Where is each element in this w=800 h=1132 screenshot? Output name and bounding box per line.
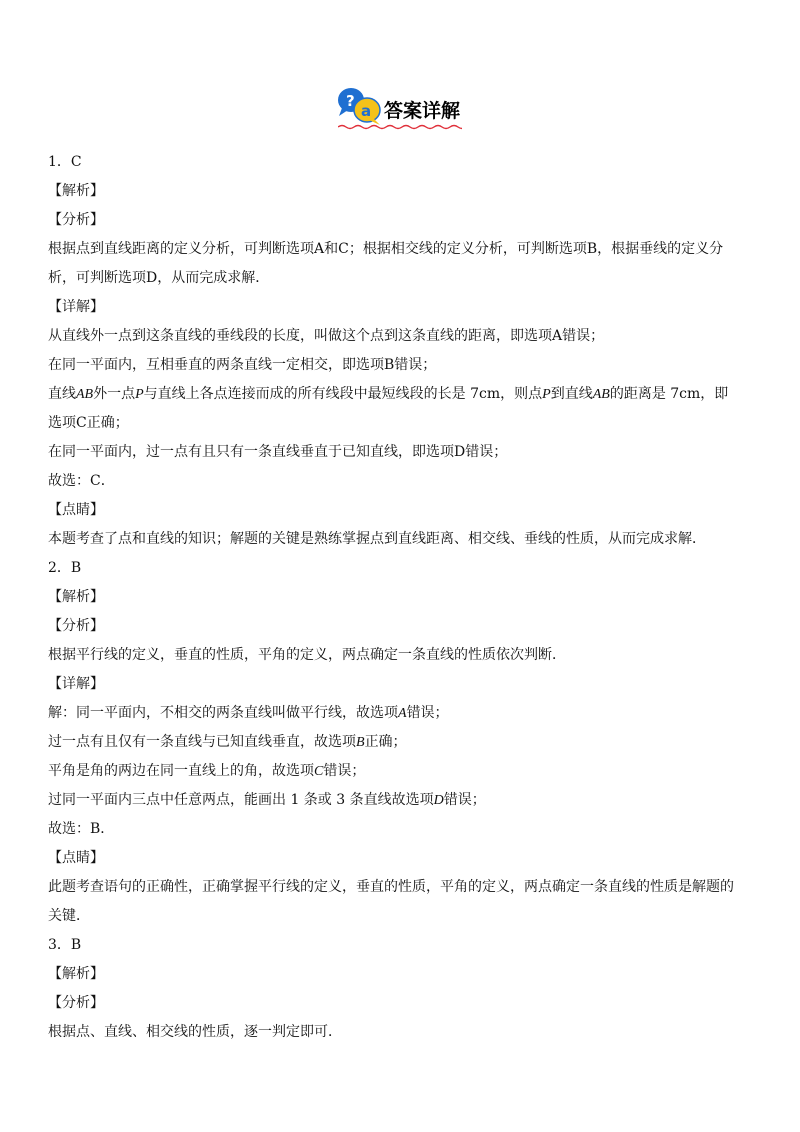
q1-detail-line6: 故选：C． [48, 473, 115, 489]
q1-dianjing-line1: 本题考查了点和直线的知识；解题的关键是熟练掌握点到直线距离、相交线、垂线的性质，从而完成求解． [48, 531, 706, 547]
math-ab: AB [592, 387, 610, 402]
q2-detail-line1 [48, 699, 768, 728]
q2-detail-line3 [48, 757, 768, 786]
q2-fenxi-heading: 【分析】 [48, 618, 104, 634]
text-span: 错误； [406, 705, 449, 721]
q2-fenxi-line1: 根据平行线的定义，垂直的性质，平角的定义，两点确定一条直线的性质依次判断． [48, 647, 566, 663]
text-span: 错误； [443, 792, 486, 808]
q2-xiangjie-heading: 【详解】 [48, 676, 104, 692]
q1-jiexi-heading: 【解析】 [48, 183, 104, 199]
answer-title: 答案详解 [384, 100, 461, 122]
svg-text:a: a [361, 102, 372, 120]
q2-answer: 2．B [48, 560, 82, 576]
text-span: 平角是角的两边在同一直线上的角，故选项 [48, 763, 314, 779]
q3-jiexi-heading: 【解析】 [48, 966, 104, 982]
q1-fenxi-line2: 析，可判断选项D，从而完成求解． [48, 270, 270, 286]
q1-dianjing-heading: 【点睛】 [48, 502, 104, 518]
q1-xiangjie-heading: 【详解】 [48, 299, 104, 315]
math-c: C [314, 764, 324, 779]
math-d: D [433, 793, 444, 808]
text-span: 外一点 [93, 386, 136, 402]
answer-header [0, 86, 800, 130]
svg-text:?: ? [346, 92, 355, 110]
math-ab: AB [76, 387, 94, 402]
text-span: 与直线上各点连接而成的所有线段中最短线段的长是 7cm，则点 [143, 386, 543, 402]
q3-fenxi-heading: 【分析】 [48, 995, 104, 1011]
q1-detail-line5: 在同一平面内，过一点有且只有一条直线垂直于已知直线，即选项D错误； [48, 444, 508, 460]
text-span: 过一点有且仅有一条直线与已知直线垂直，故选项 [48, 734, 356, 750]
q1-fenxi-line1: 根据点到直线距离的定义分析，可判断选项A和C；根据相交线的定义分析，可判断选项B，根据垂线的定义分 [48, 241, 724, 257]
q3-answer: 3．B [48, 937, 82, 953]
math-p: P [542, 387, 551, 402]
math-b: B [356, 735, 365, 750]
q1-detail-line3 [48, 380, 768, 409]
q2-detail-line2 [48, 728, 768, 757]
math-a: A [398, 706, 407, 721]
text-span: 到直线 [550, 386, 593, 402]
q1-detail-line1: 从直线外一点到这条直线的垂线段的长度，叫做这个点到这条直线的距离，即选项A错误； [48, 328, 605, 344]
math-p: P [135, 387, 144, 402]
q2-dianjing-line1: 此题考查语句的正确性，正确掌握平行线的定义，垂直的性质，平角的定义，两点确定一条直线的性质是解题的 [48, 879, 734, 895]
q2-dianjing-line2: 关键． [48, 908, 90, 924]
q1-detail-line2: 在同一平面内，互相垂直的两条直线一定相交，即选项B错误； [48, 357, 437, 373]
text-span: 直线 [48, 386, 76, 402]
text-span: 解：同一平面内，不相交的两条直线叫做平行线，故选项 [48, 705, 398, 721]
q2-jiexi-heading: 【解析】 [48, 589, 104, 605]
q3-fenxi-line1: 根据点、直线、相交线的性质，逐一判定即可． [48, 1024, 342, 1040]
text-span: 的距离是 7cm，即 [609, 386, 729, 402]
text-span: 错误； [323, 763, 366, 779]
q1-detail-line4: 选项C正确； [48, 415, 129, 431]
q2-detail-line5: 故选：B． [48, 821, 115, 837]
q1-fenxi-heading: 【分析】 [48, 212, 104, 228]
qa-logo-icon [336, 86, 384, 126]
text-span: 过同一平面内三点中任意两点，能画出 1 条或 3 条直线故选项 [48, 792, 434, 808]
q2-dianjing-heading: 【点睛】 [48, 850, 104, 866]
q1-answer: 1．C [48, 154, 82, 170]
answer-content [48, 148, 768, 1047]
wavy-underline [338, 124, 462, 130]
text-span: 正确； [364, 734, 407, 750]
q2-detail-line4 [48, 786, 768, 815]
